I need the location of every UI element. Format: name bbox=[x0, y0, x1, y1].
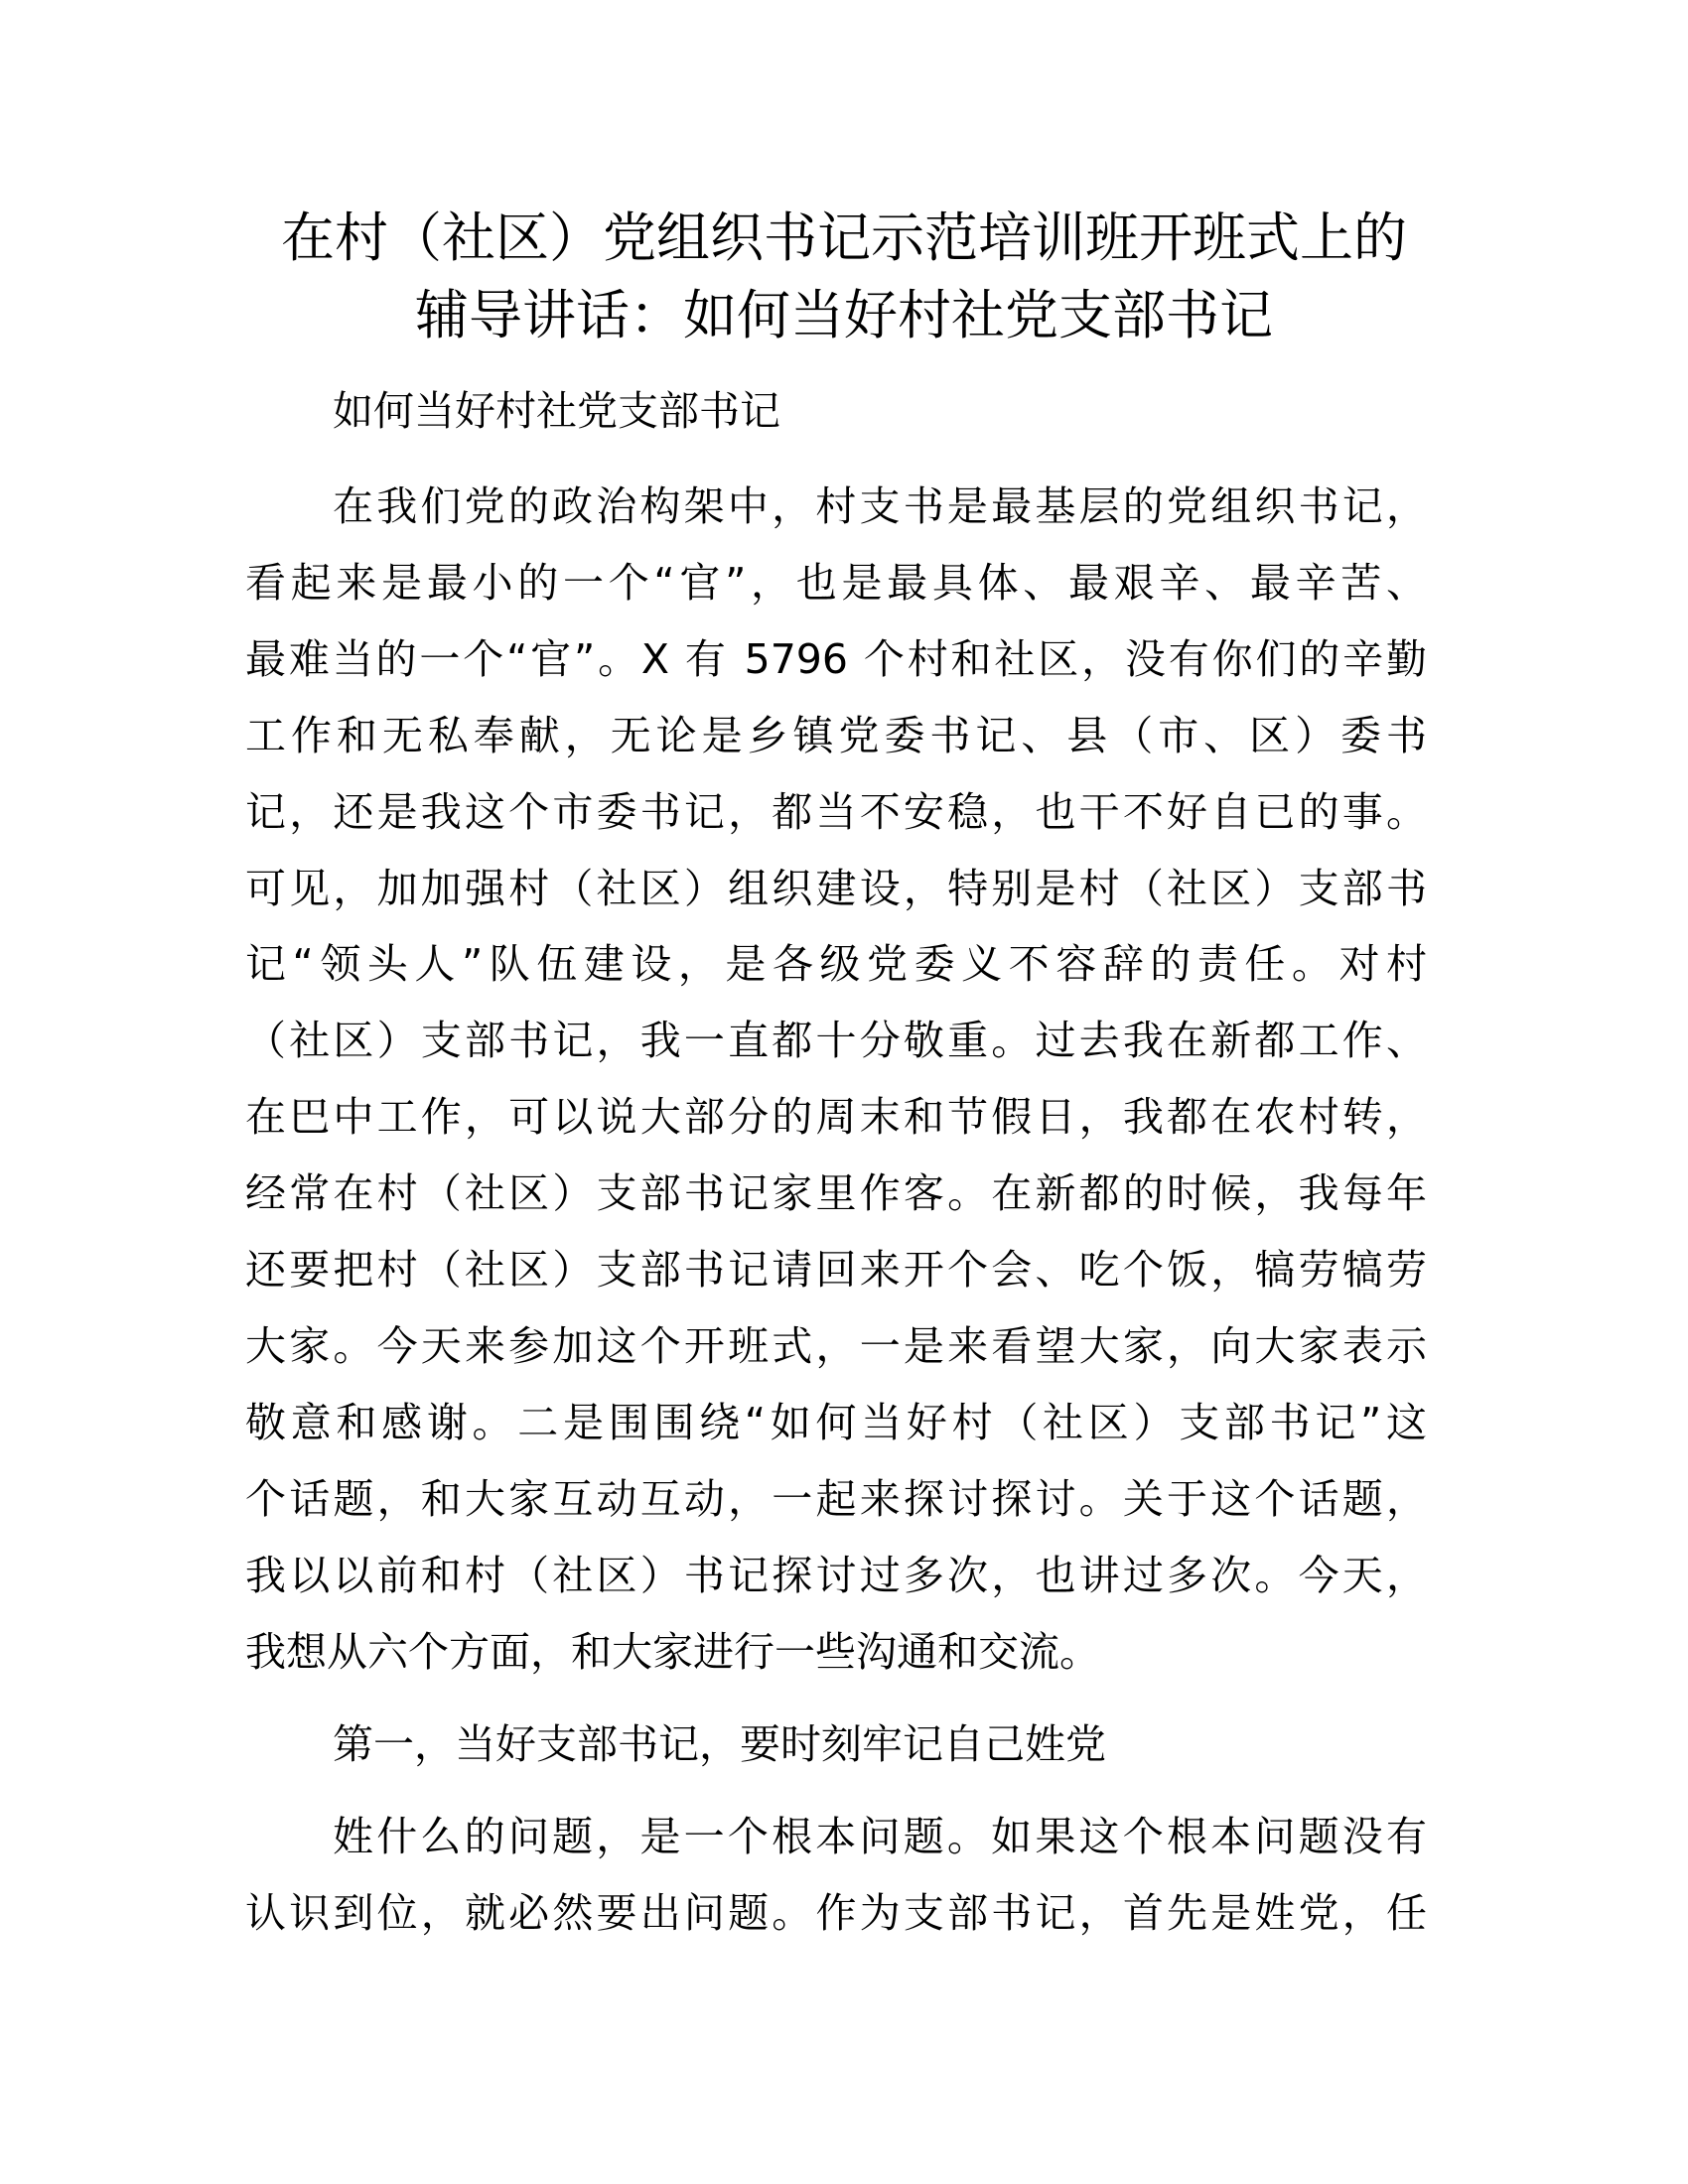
text-line: 工作和无私奉献，无论是乡镇党委书记、县（市、区）委书 bbox=[245, 711, 1427, 759]
text-line: 我想从六个方面，和大家进行一些沟通和交流。 bbox=[245, 1627, 1100, 1676]
text-line: 还要把村（社区）支部书记请回来开个会、吃个饭，犒劳犒劳 bbox=[245, 1246, 1427, 1294]
text-line: 在我们党的政治构架中，村支书是最基层的党组织书记， bbox=[333, 482, 1427, 530]
text-line: 我以以前和村（社区）书记探讨过多次，也讲过多次。今天， bbox=[245, 1551, 1427, 1599]
text-line: 姓什么的问题，是一个根本问题。如果这个根本问题没有 bbox=[333, 1813, 1427, 1860]
text-line: 认识到位，就必然要出问题。作为支部书记，首先是姓党，任 bbox=[245, 1889, 1427, 1937]
document-title-line-2: 辅导讲话：如何当好村社党支部书记 bbox=[415, 284, 1273, 346]
text-line: （社区）支部书记，我一直都十分敬重。过去我在新都工作、 bbox=[245, 1017, 1427, 1065]
subtitle: 如何当好村社党支部书记 bbox=[333, 387, 780, 435]
text-line: 看起来是最小的一个“官”，也是最具体、最艰辛、最辛苦、 bbox=[245, 558, 1427, 607]
text-line: 记“领头人”队伍建设，是各级党委义不容辞的责任。对村 bbox=[245, 940, 1427, 989]
text-line: 可见，加加强村（社区）组织建设，特别是村（社区）支部书 bbox=[245, 864, 1427, 912]
document-title-line-1: 在村（社区）党组织书记示范培训班开班式上的 bbox=[281, 206, 1407, 269]
section-heading-1: 第一，当好支部书记，要时刻牢记自己姓党 bbox=[333, 1720, 1106, 1768]
text-line: 经常在村（社区）支部书记家里作客。在新都的时候，我每年 bbox=[245, 1169, 1427, 1218]
text-line: 个话题，和大家互动互动，一起来探讨探讨。关于这个话题， bbox=[245, 1474, 1427, 1523]
text-line: 敬意和感谢。二是围围绕“如何当好村（社区）支部书记”这 bbox=[245, 1398, 1427, 1446]
text-line: 最难当的一个“官”。X 有 5796 个村和社区，没有你们的辛勤 bbox=[245, 634, 1427, 683]
text-line: 在巴中工作，可以说大部分的周末和节假日，我都在农村转， bbox=[245, 1093, 1427, 1142]
text-line: 大家。今天来参加这个开班式，一是来看望大家，向大家表示 bbox=[245, 1321, 1427, 1370]
text-line: 记，还是我这个市委书记，都当不安稳，也干不好自已的事。 bbox=[245, 787, 1427, 836]
